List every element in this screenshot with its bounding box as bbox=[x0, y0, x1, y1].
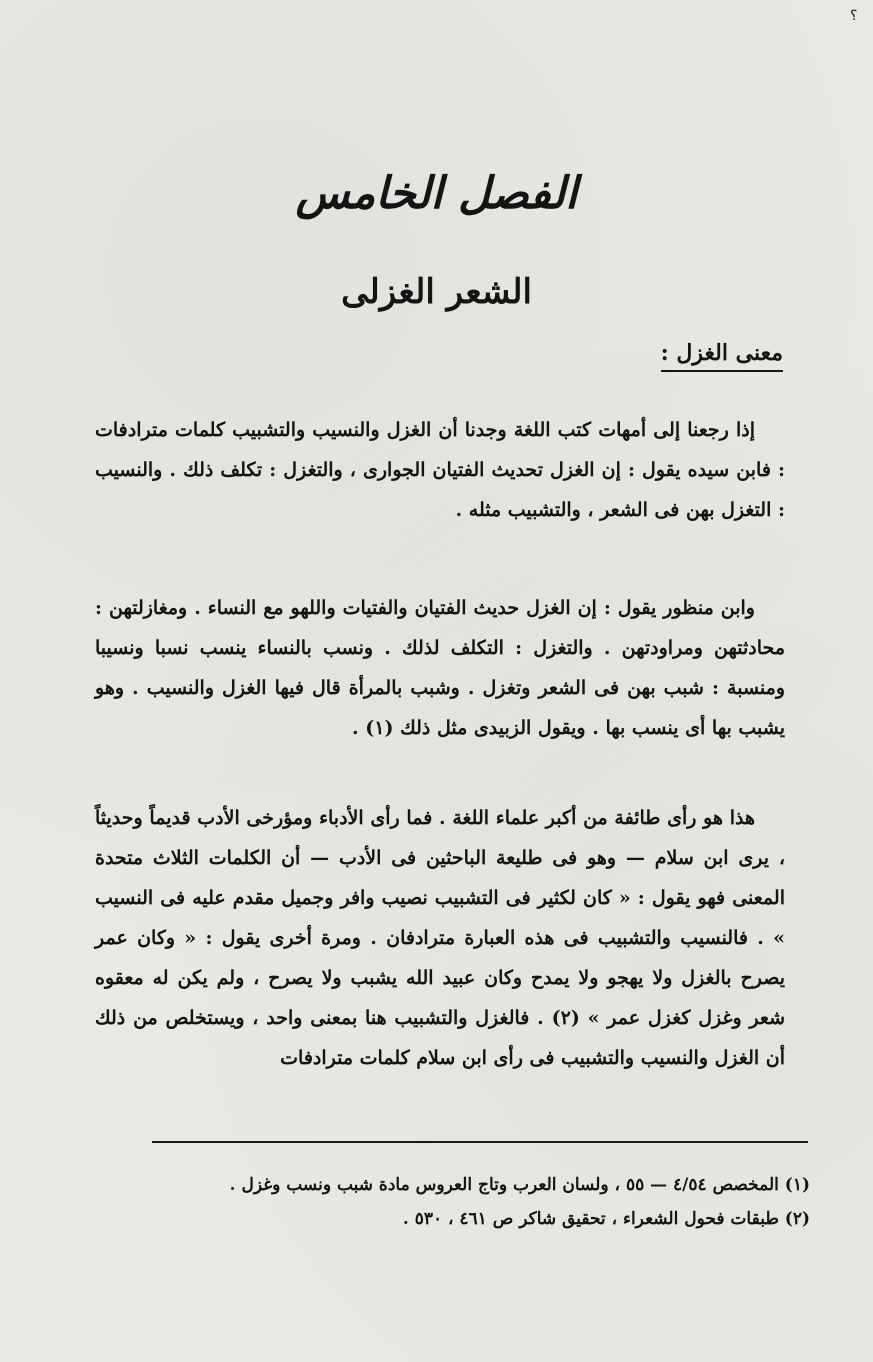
paragraph-2: وابن منظور يقول : إن الغزل حديث الفتيان والفتيات واللهو مع النساء . ومغازلتهن : محادثتهن ومراودتهن . والتغزل : التكلف لذلك . ونسب بالنساء ينسب نسبا ونسيبا ومنسبة : شبب بهن فى الشعر وتغزل . وشبب بالمرأة قال فيها الغزل والنسيب . وهو يشبب بها أى ينسب بها . ويقول الزبيدى مثل ذلك (١) . bbox=[95, 597, 785, 739]
subheading: معنى الغزل : bbox=[661, 340, 783, 372]
paragraph-1: إذا رجعنا إلى أمهات كتب اللغة وجدنا أن الغزل والنسيب والتشبيب كلمات مترادفات : فابن سيده يقول : إن الغزل تحديث الفتيان الجوارى ، والتغزل : تكلف ذلك . والنسيب : التغزل بهن فى الشعر ، والتشبيب مثله . bbox=[95, 419, 785, 521]
footnote-divider bbox=[152, 1141, 808, 1143]
corner-mark: ؟ bbox=[850, 8, 858, 24]
footnotes bbox=[170, 1168, 810, 1236]
footnote-2: (٢) طبقات فحول الشعراء ، تحقيق شاكر ص ٤٦١ ، ٥٣٠ . bbox=[402, 1209, 810, 1229]
footnote-1: (١) المخصص ٤/٥٤ — ٥٥ ، ولسان العرب وتاج العروس مادة شبب ونسب وغزل . bbox=[229, 1175, 810, 1195]
section-title: الشعر الغزلى bbox=[341, 272, 532, 312]
chapter-title: الفصل الخامس bbox=[295, 168, 578, 219]
paragraph-3: هذا هو رأى طائفة من أكبر علماء اللغة . فما رأى الأدباء ومؤرخى الأدب قديماً وحديثاً ، يرى ابن سلام — وهو فى طليعة الباحثين فى الأدب — أن الكلمات الثلاث متحدة المعنى فهو يقول : « كان لكثير فى التشبيب نصيب وافر وجميل مقدم عليه فى النسيب » . فالنسيب والتشبيب فى هذه العبارة مترادفان . ومرة أخرى يقول : « وكان عمر يصرح بالغزل ولا يهجو ولا يمدح وكان عبيد الله يشبب ولا يصرح ، ولم يكن له معقوه شعر وغزل كغزل عمر » (٢) . فالغزل والتشبيب هنا بمعنى واحد ، ويستخلص من ذلك أن الغزل والنسيب والتشبيب فى رأى ابن سلام كلمات مترادفات bbox=[95, 807, 785, 1069]
